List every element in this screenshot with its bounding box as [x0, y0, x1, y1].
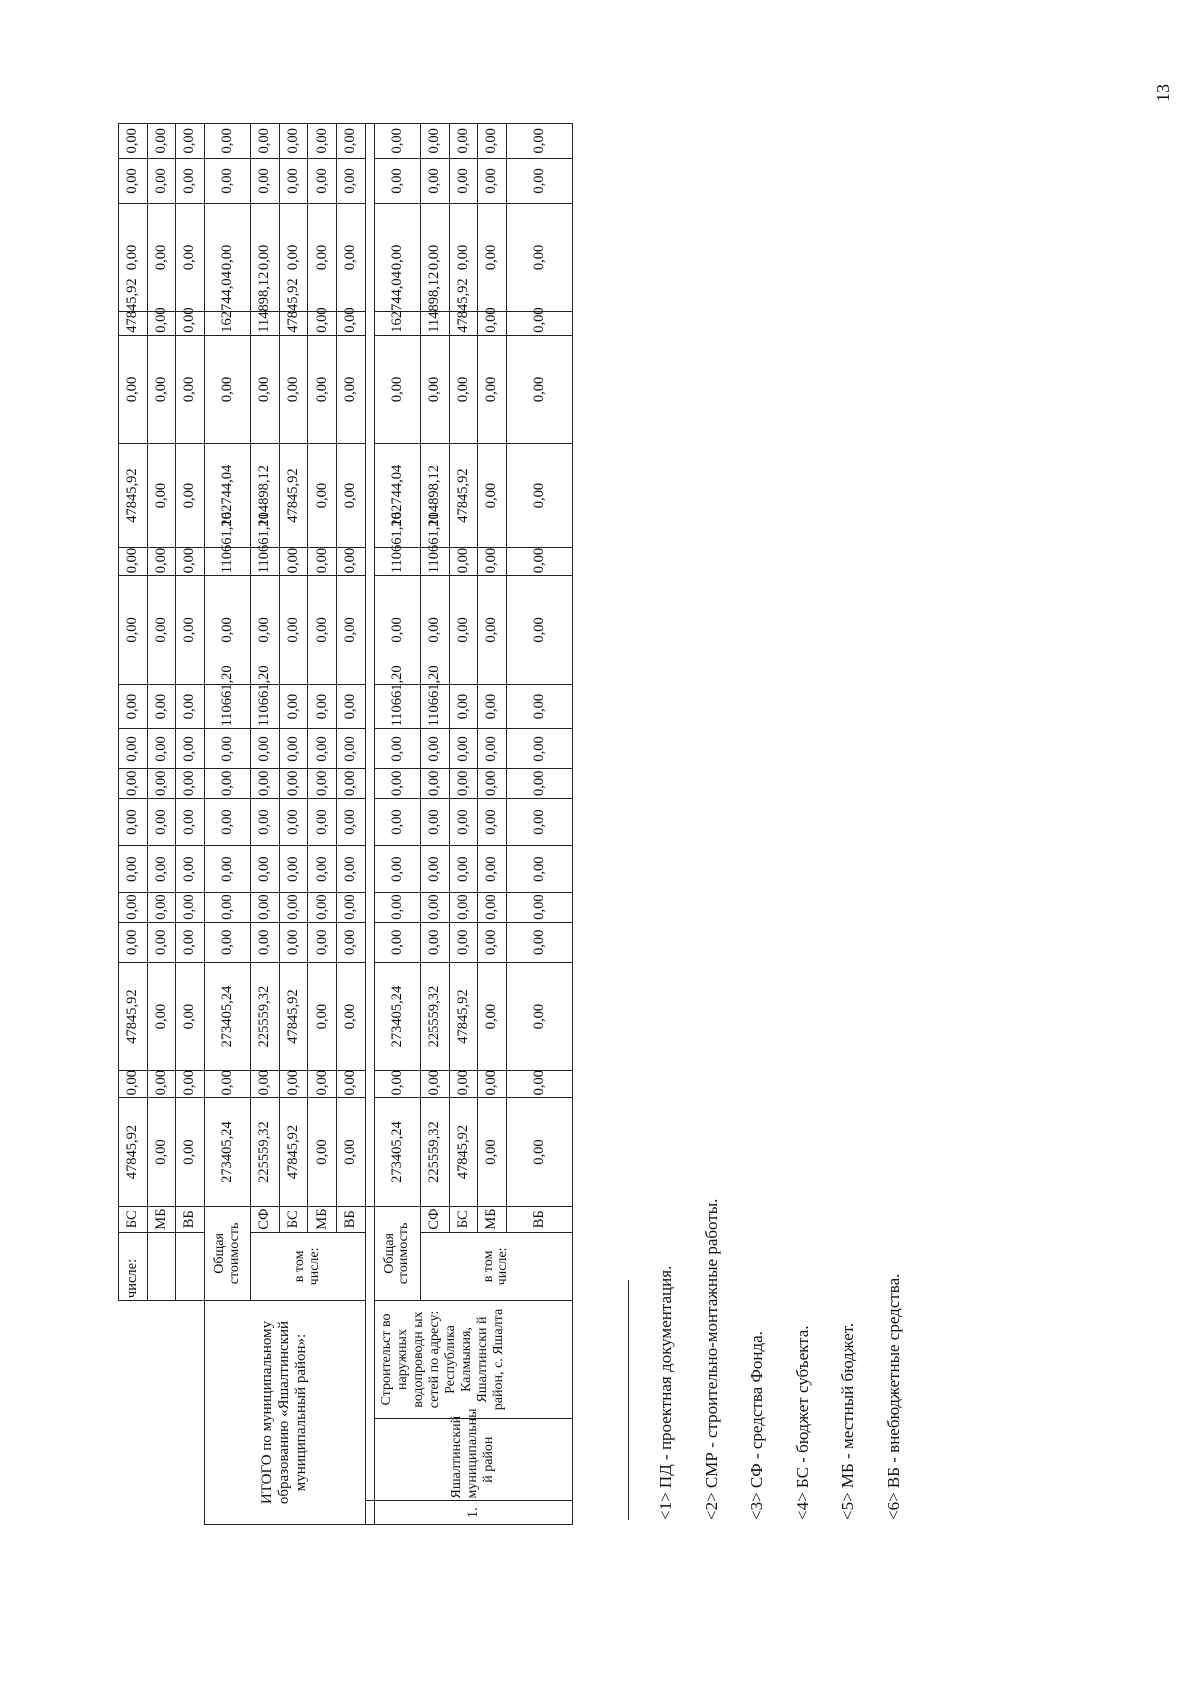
value-cell: 0,00: [119, 684, 148, 729]
value-cell: 0,00: [147, 1071, 176, 1098]
fund-code: СФ: [420, 1206, 449, 1232]
value-cell: 0,00: [337, 729, 366, 769]
value-cell: 0,00: [279, 846, 308, 893]
value-cell: 0,00: [147, 335, 176, 443]
value-cell: 0,00: [119, 123, 148, 158]
value-cell: 0,00: [204, 123, 250, 158]
value-cell: 0,00: [506, 123, 572, 158]
value-cell: 0,00: [420, 123, 449, 158]
fund-code: БС: [449, 1206, 478, 1232]
value-cell: 0,00: [506, 312, 572, 336]
value-cell: 273405,24: [374, 1098, 420, 1206]
value-cell: 0,00: [506, 335, 572, 443]
value-cell: 0,00: [374, 729, 420, 769]
value-cell: 110661,20: [374, 547, 420, 575]
value-cell: 0,00: [279, 893, 308, 922]
value-cell: 0,00: [478, 576, 507, 684]
value-cell: 0,00: [147, 922, 176, 962]
value-cell: 47845,92: [279, 444, 308, 548]
value-cell: 0,00: [147, 893, 176, 922]
value-cell: 0,00: [119, 922, 148, 962]
budget-table-body: [119, 81, 573, 1525]
budget-table: [118, 80, 573, 1525]
value-cell: 0,00: [279, 729, 308, 769]
value-cell: 47845,92: [449, 444, 478, 548]
table-row-spacer: [365, 81, 374, 1525]
value-cell: 47845,92: [449, 312, 478, 336]
value-cell: 0,00: [308, 312, 337, 336]
value-cell: 47845,92: [449, 1098, 478, 1206]
value-cell: 225559,32: [251, 1098, 280, 1206]
value-cell: 0,00: [478, 1098, 507, 1206]
object-name: Строительст во наружных водопроводн ых сетей по адресу: Республика Калмыкия, Яшалтински й район, с. Яшалта: [374, 1301, 572, 1419]
value-cell: 273405,24: [204, 962, 250, 1070]
value-cell: 0,00: [337, 335, 366, 443]
value-cell: 110661,20: [420, 684, 449, 729]
value-cell: 0,00: [420, 798, 449, 845]
value-cell: 0,00: [147, 123, 176, 158]
value-cell: 162744,04: [204, 312, 250, 336]
value-cell: 0,00: [478, 922, 507, 962]
footnote-item: <2> СМР - строительно-монтажные работы.: [701, 1198, 721, 1520]
value-cell: 0,00: [204, 798, 250, 845]
including-label: в том числе:: [420, 1232, 572, 1300]
value-cell: 0,00: [337, 576, 366, 684]
value-cell: 0,00: [478, 684, 507, 729]
value-cell: 0,00: [308, 576, 337, 684]
value-cell: 0,00: [308, 729, 337, 769]
value-cell: 0,00: [251, 203, 280, 311]
value-cell: 114898,12: [251, 444, 280, 548]
value-cell: 0,00: [420, 576, 449, 684]
value-cell: 0,00: [176, 444, 205, 548]
value-cell: 0,00: [449, 846, 478, 893]
value-cell: 47845,92: [449, 962, 478, 1070]
value-cell: 273405,24: [204, 1098, 250, 1206]
value-cell: 47845,92: [119, 1098, 148, 1206]
value-cell: 0,00: [374, 158, 420, 203]
value-cell: 0,00: [420, 893, 449, 922]
value-cell: 0,00: [478, 123, 507, 158]
item-number: 1.: [374, 1501, 572, 1525]
value-cell: 0,00: [506, 962, 572, 1070]
value-cell: 0,00: [506, 547, 572, 575]
value-cell: 0,00: [506, 922, 572, 962]
value-cell: 0,00: [506, 729, 572, 769]
value-cell: 110661,20: [251, 684, 280, 729]
value-cell: 0,00: [374, 798, 420, 845]
value-cell: 0,00: [119, 769, 148, 798]
total-cost-label: Общая стоимость: [204, 1206, 250, 1300]
value-cell: 0,00: [337, 1071, 366, 1098]
page-number: 13: [1153, 84, 1173, 102]
value-cell: 0,00: [478, 312, 507, 336]
value-cell: 0,00: [204, 203, 250, 311]
fund-code: МБ: [308, 1206, 337, 1232]
value-cell: 0,00: [308, 684, 337, 729]
fund-code: МБ: [147, 1206, 176, 1232]
value-cell: 0,00: [420, 769, 449, 798]
value-cell: 0,00: [478, 729, 507, 769]
value-cell: 0,00: [251, 576, 280, 684]
value-cell: 0,00: [204, 576, 250, 684]
value-cell: 0,00: [176, 158, 205, 203]
value-cell: 0,00: [176, 1098, 205, 1206]
value-cell: 47845,92: [279, 1098, 308, 1206]
value-cell: 0,00: [506, 203, 572, 311]
value-cell: 0,00: [506, 158, 572, 203]
value-cell: 0,00: [279, 798, 308, 845]
value-cell: 0,00: [279, 547, 308, 575]
empty-cell: [119, 1301, 205, 1525]
value-cell: 0,00: [478, 798, 507, 845]
empty-cell: [365, 123, 374, 1206]
value-cell: 0,00: [449, 158, 478, 203]
value-cell: 0,00: [147, 312, 176, 336]
value-cell: 0,00: [478, 547, 507, 575]
value-cell: 0,00: [420, 729, 449, 769]
footnote-item: <5> МБ - местный бюджет.: [838, 1322, 857, 1520]
value-cell: 0,00: [176, 798, 205, 845]
fund-code: БС: [119, 1206, 148, 1232]
fund-code: МБ: [478, 1206, 507, 1232]
value-cell: 0,00: [119, 547, 148, 575]
value-cell: 0,00: [506, 846, 572, 893]
value-cell: 0,00: [279, 123, 308, 158]
value-cell: 273405,24: [374, 962, 420, 1070]
value-cell: 0,00: [506, 684, 572, 729]
value-cell: 0,00: [308, 444, 337, 548]
value-cell: 0,00: [251, 922, 280, 962]
value-cell: 110661,20: [204, 684, 250, 729]
table-row: [119, 81, 148, 1525]
value-cell: 0,00: [176, 684, 205, 729]
value-cell: 0,00: [251, 798, 280, 845]
value-cell: 0,00: [337, 123, 366, 158]
footnote-item: <1> ПД - проектная документация.: [656, 1265, 675, 1520]
value-cell: 0,00: [478, 444, 507, 548]
value-cell: 0,00: [176, 547, 205, 575]
row-label: [176, 1232, 205, 1300]
value-cell: 0,00: [119, 158, 148, 203]
value-cell: 0,00: [478, 158, 507, 203]
value-cell: 0,00: [119, 203, 148, 311]
value-cell: 0,00: [449, 335, 478, 443]
value-cell: 0,00: [337, 769, 366, 798]
empty-cell: [365, 1206, 374, 1501]
value-cell: 0,00: [251, 123, 280, 158]
value-cell: 0,00: [449, 769, 478, 798]
value-cell: 0,00: [119, 798, 148, 845]
value-cell: 0,00: [176, 893, 205, 922]
value-cell: 0,00: [308, 203, 337, 311]
value-cell: 0,00: [374, 846, 420, 893]
value-cell: 0,00: [506, 893, 572, 922]
value-cell: 0,00: [119, 335, 148, 443]
value-cell: 0,00: [176, 922, 205, 962]
value-cell: 0,00: [147, 203, 176, 311]
value-cell: 0,00: [374, 769, 420, 798]
value-cell: 0,00: [204, 922, 250, 962]
value-cell: 0,00: [308, 1098, 337, 1206]
value-cell: 0,00: [449, 203, 478, 311]
value-cell: 162744,04: [374, 444, 420, 548]
value-cell: 0,00: [147, 769, 176, 798]
value-cell: 110661,20: [204, 547, 250, 575]
value-cell: 162744,04: [374, 312, 420, 336]
value-cell: 0,00: [337, 158, 366, 203]
value-cell: 0,00: [506, 576, 572, 684]
value-cell: 47845,92: [279, 962, 308, 1070]
value-cell: 0,00: [337, 547, 366, 575]
value-cell: 0,00: [204, 1071, 250, 1098]
value-cell: 0,00: [308, 547, 337, 575]
value-cell: 0,00: [337, 893, 366, 922]
value-cell: 0,00: [147, 846, 176, 893]
value-cell: 0,00: [506, 444, 572, 548]
value-cell: 225559,32: [420, 962, 449, 1070]
value-cell: 0,00: [147, 547, 176, 575]
value-cell: 0,00: [176, 962, 205, 1070]
value-cell: 0,00: [147, 684, 176, 729]
value-cell: 0,00: [478, 1071, 507, 1098]
value-cell: 0,00: [204, 769, 250, 798]
value-cell: 0,00: [176, 312, 205, 336]
value-cell: 0,00: [374, 335, 420, 443]
value-cell: 0,00: [176, 846, 205, 893]
value-cell: 0,00: [147, 576, 176, 684]
value-cell: 0,00: [449, 729, 478, 769]
value-cell: 0,00: [449, 684, 478, 729]
value-cell: 114898,12: [251, 312, 280, 336]
value-cell: 0,00: [478, 893, 507, 922]
value-cell: 0,00: [204, 846, 250, 893]
value-cell: 0,00: [204, 158, 250, 203]
total-title: ИТОГО по муниципальному образованию «Яшалтинский муниципальный район»:: [204, 1301, 365, 1525]
value-cell: 47845,92: [279, 312, 308, 336]
value-cell: 0,00: [478, 846, 507, 893]
value-cell: 0,00: [251, 335, 280, 443]
value-cell: 0,00: [204, 893, 250, 922]
value-cell: 0,00: [308, 158, 337, 203]
value-cell: 0,00: [176, 335, 205, 443]
value-cell: 0,00: [449, 1071, 478, 1098]
empty-cell: [365, 1501, 374, 1525]
value-cell: 225559,32: [420, 1098, 449, 1206]
footnote-item: <4> БС - бюджет субъекта.: [792, 1325, 812, 1520]
value-cell: 47845,92: [119, 444, 148, 548]
value-cell: 0,00: [420, 203, 449, 311]
value-cell: 0,00: [449, 893, 478, 922]
value-cell: 0,00: [308, 846, 337, 893]
value-cell: 0,00: [420, 335, 449, 443]
value-cell: 0,00: [420, 158, 449, 203]
value-cell: 0,00: [251, 769, 280, 798]
value-cell: 0,00: [119, 1071, 148, 1098]
value-cell: 0,00: [279, 203, 308, 311]
value-cell: 0,00: [308, 123, 337, 158]
value-cell: 0,00: [176, 769, 205, 798]
value-cell: 0,00: [449, 547, 478, 575]
value-cell: 0,00: [420, 1071, 449, 1098]
value-cell: 0,00: [337, 798, 366, 845]
value-cell: 0,00: [506, 798, 572, 845]
value-cell: 0,00: [337, 962, 366, 1070]
value-cell: 0,00: [337, 312, 366, 336]
value-cell: 0,00: [506, 1098, 572, 1206]
value-cell: 0,00: [176, 123, 205, 158]
value-cell: 0,00: [251, 1071, 280, 1098]
value-cell: 0,00: [308, 769, 337, 798]
value-cell: 0,00: [478, 962, 507, 1070]
value-cell: 0,00: [449, 123, 478, 158]
value-cell: 0,00: [119, 576, 148, 684]
value-cell: 0,00: [506, 769, 572, 798]
fund-code: СФ: [251, 1206, 280, 1232]
value-cell: 162744,04: [204, 444, 250, 548]
value-cell: 114898,12: [420, 444, 449, 548]
value-cell: 0,00: [279, 1071, 308, 1098]
value-cell: 0,00: [308, 922, 337, 962]
value-cell: 0,00: [147, 729, 176, 769]
value-cell: 0,00: [119, 846, 148, 893]
value-cell: 0,00: [204, 729, 250, 769]
value-cell: 0,00: [279, 769, 308, 798]
value-cell: 0,00: [176, 203, 205, 311]
value-cell: 110661,20: [251, 547, 280, 575]
value-cell: 0,00: [478, 203, 507, 311]
value-cell: 0,00: [147, 444, 176, 548]
footnote-item: <6> ВБ - внебюджетные средства.: [883, 1273, 903, 1520]
total-cost-label: Общая стоимость: [374, 1206, 420, 1300]
value-cell: 0,00: [374, 123, 420, 158]
fund-code: ВБ: [506, 1206, 572, 1232]
value-cell: 0,00: [251, 729, 280, 769]
value-cell: 0,00: [279, 922, 308, 962]
value-cell: 0,00: [449, 922, 478, 962]
value-cell: 0,00: [119, 893, 148, 922]
value-cell: 0,00: [147, 962, 176, 1070]
footnote-divider: [628, 1280, 629, 1520]
value-cell: 0,00: [420, 922, 449, 962]
value-cell: 0,00: [251, 846, 280, 893]
value-cell: 0,00: [176, 729, 205, 769]
value-cell: 0,00: [147, 1098, 176, 1206]
value-cell: 0,00: [308, 893, 337, 922]
value-cell: 0,00: [374, 203, 420, 311]
value-cell: 0,00: [279, 158, 308, 203]
budget-table-wrapper: [118, 80, 573, 1525]
value-cell: 0,00: [374, 576, 420, 684]
value-cell: 110661,20: [374, 684, 420, 729]
value-cell: 0,00: [279, 576, 308, 684]
value-cell: 0,00: [506, 1071, 572, 1098]
value-cell: 0,00: [147, 158, 176, 203]
fund-code: ВБ: [176, 1206, 205, 1232]
value-cell: 0,00: [251, 158, 280, 203]
value-cell: 0,00: [374, 893, 420, 922]
value-cell: 0,00: [337, 684, 366, 729]
value-cell: 0,00: [308, 962, 337, 1070]
table-row: [374, 81, 420, 1525]
fund-code: БС: [279, 1206, 308, 1232]
footnote-item: <3> СФ - средства Фонда.: [747, 1331, 766, 1520]
row-label: [147, 1232, 176, 1300]
value-cell: 0,00: [449, 576, 478, 684]
value-cell: 0,00: [337, 922, 366, 962]
value-cell: 0,00: [279, 335, 308, 443]
value-cell: 0,00: [176, 576, 205, 684]
footnotes: [628, 920, 908, 1520]
district-name: Яшалтинский муниципальны й район: [374, 1418, 572, 1501]
including-label: в том числе:: [251, 1232, 366, 1300]
value-cell: 0,00: [279, 684, 308, 729]
row-label: числе:: [119, 1232, 148, 1300]
table-row: [204, 81, 250, 1525]
value-cell: 0,00: [374, 922, 420, 962]
value-cell: 0,00: [308, 798, 337, 845]
value-cell: 0,00: [337, 1098, 366, 1206]
value-cell: 47845,92: [119, 962, 148, 1070]
value-cell: 0,00: [374, 1071, 420, 1098]
value-cell: 110661,20: [420, 547, 449, 575]
value-cell: 0,00: [449, 798, 478, 845]
value-cell: 0,00: [337, 203, 366, 311]
value-cell: 0,00: [251, 893, 280, 922]
value-cell: 0,00: [478, 769, 507, 798]
value-cell: 0,00: [420, 846, 449, 893]
value-cell: 0,00: [337, 444, 366, 548]
value-cell: 225559,32: [251, 962, 280, 1070]
value-cell: 0,00: [478, 335, 507, 443]
value-cell: 47845,92: [119, 312, 148, 336]
value-cell: 0,00: [308, 335, 337, 443]
value-cell: 114898,12: [420, 312, 449, 336]
value-cell: 0,00: [119, 729, 148, 769]
value-cell: 0,00: [308, 1071, 337, 1098]
value-cell: 0,00: [176, 1071, 205, 1098]
value-cell: 0,00: [147, 798, 176, 845]
value-cell: 0,00: [204, 335, 250, 443]
fund-code: ВБ: [337, 1206, 366, 1232]
value-cell: 0,00: [337, 846, 366, 893]
